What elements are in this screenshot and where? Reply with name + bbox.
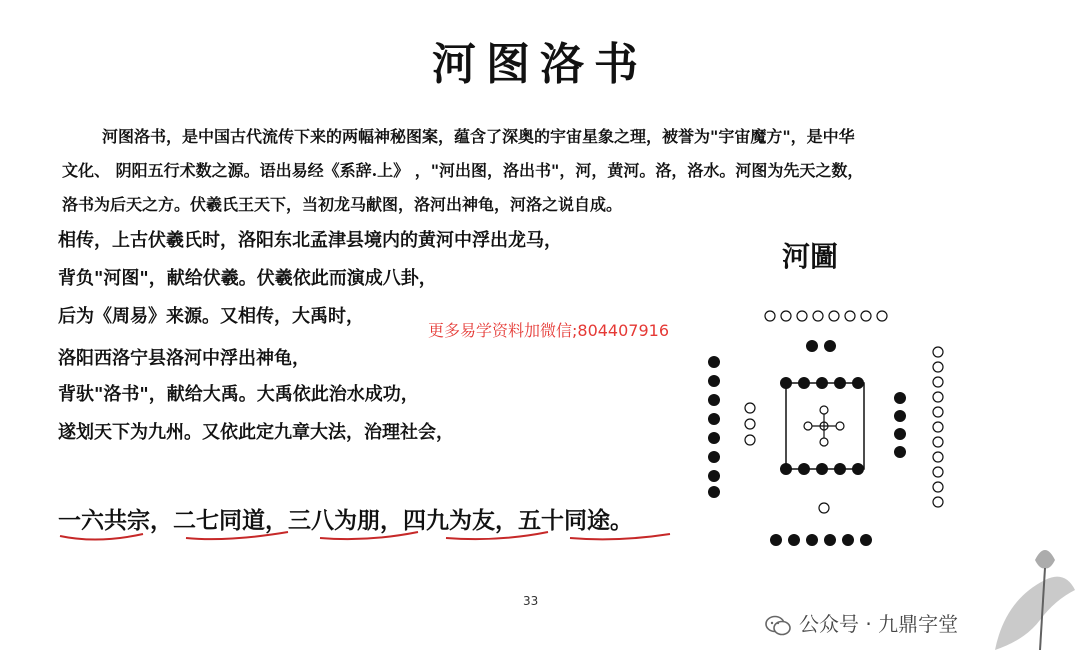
- hetu-dots-filled: [708, 340, 906, 546]
- hetu-dots-open: [745, 311, 943, 513]
- story-line: 遂划天下为九州。又依此定九章大法，治理社会，: [58, 422, 454, 443]
- lotus-ink-decoration: [985, 540, 1080, 655]
- story-line: 背负"河图"，献给伏羲。伏羲依此而演成八卦，: [58, 268, 437, 289]
- footer-account: [765, 608, 958, 637]
- diagram-title: 河圖: [782, 240, 839, 273]
- footer-text: 公众号 · 九鼎字堂: [799, 612, 959, 636]
- wechat-icon: [765, 615, 791, 637]
- handwritten-underline: [58, 528, 698, 548]
- story-line: 洛阳西洛宁县洛河中浮出神龟，: [58, 348, 310, 369]
- story-line: 背驮"洛书"，献给大禹。大禹依此治水成功，: [58, 384, 419, 405]
- hetu-diagram: [690, 228, 960, 558]
- motto: 一六共宗，二七同道，三八为朋，四九为友，五十同途。: [58, 507, 633, 534]
- watermark-text: 更多易学资料加微信;804407916: [428, 321, 670, 340]
- intro-line: 洛书为后天之方。伏羲氏王天下，当初龙马献图，洛河出神龟，河洛之说自成。: [62, 195, 623, 214]
- page-title: 河图洛书: [432, 39, 648, 90]
- intro-paragraph: [62, 120, 1022, 222]
- story-line: 后为《周易》来源。又相传，大禹时，: [58, 306, 364, 327]
- intro-line: 文化、 阴阳五行术数之源。语出易经《系辞.上》 ，"河出图，洛出书"，河，黄河。洛，洛水。河图为先天之数，: [62, 161, 864, 180]
- intro-line: 河图洛书，是中国古代流传下来的两幅神秘图案，蕴含了深奥的宇宙星象之理，被誉为"宇宙魔方"，是中华: [102, 127, 855, 146]
- story-line: 相传，上古伏羲氏时，洛阳东北孟津县境内的黄河中浮出龙马，: [58, 230, 562, 251]
- page-number: 33: [523, 594, 539, 608]
- center-cross: [812, 414, 836, 438]
